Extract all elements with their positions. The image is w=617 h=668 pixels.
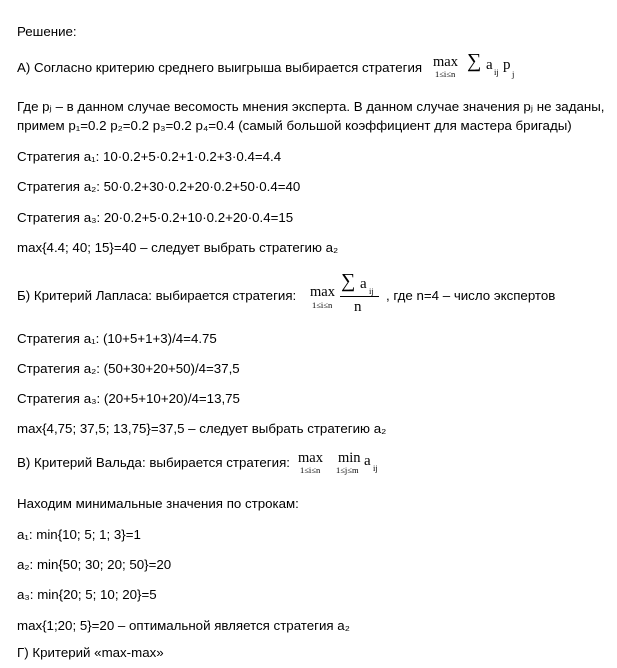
part-b-strategy-3: Стратегия a₃: (20+5+10+20)/4=13,75 (17, 391, 240, 406)
part-a-strategy-2: Стратегия a₂: 50·0.2+30·0.2+20·0.2+50·0.4=40 (17, 179, 301, 194)
part-a-strategy-1: Стратегия a₁: 10·0.2+5·0.2+1·0.2+3·0.4=4.4 (17, 149, 282, 164)
part-d-heading: Г) Критерий «max-max» (17, 645, 164, 660)
part-c-row-1: a₁: min{10; 5; 1; 3}=1 (17, 527, 141, 542)
part-a-result: max{4.4; 40; 15}=40 – следует выбрать стратегию a₂ (17, 240, 339, 255)
part-b-tail: , где n=4 – число экспертов (386, 288, 556, 303)
solution-heading: Решение: (17, 24, 77, 39)
part-b-result: max{4,75; 37,5; 13,75}=37,5 – следует выбрать стратегию a₂ (17, 421, 387, 436)
part-c-intro: В) Критерий Вальда: выбирается стратегия: (17, 455, 290, 470)
part-b-strategy-2: Стратегия a₂: (50+30+20+50)/4=37,5 (17, 361, 240, 376)
part-a-where-line2: примем p₁=0.2 p₂=0.2 p₃=0.2 p₄=0.4 (самый большой коэффициент для мастера бригады) (17, 118, 572, 133)
part-b-strategy-1: Стратегия a₁: (10+5+1+3)/4=4.75 (17, 331, 217, 346)
part-a-strategy-3: Стратегия a₃: 20·0.2+5·0.2+10·0.2+20·0.4=15 (17, 210, 294, 225)
part-c-find: Находим минимальные значения по строкам: (17, 496, 299, 511)
part-a-where-line1: Где pⱼ – в данном случае весомость мнения эксперта. В данном случае значения pⱼ не заданы, (17, 99, 605, 114)
part-b-intro: Б) Критерий Лапласа: выбирается стратегия: (17, 288, 297, 303)
part-c-result: max{1;20; 5}=20 – оптимальной является стратегия a₂ (17, 618, 350, 633)
part-c-row-3: a₃: min{20; 5; 10; 20}=5 (17, 587, 157, 602)
part-a-intro: А) Согласно критерию среднего выигрыша выбирается стратегия (17, 60, 423, 75)
part-c-row-2: a₂: min{50; 30; 20; 50}=20 (17, 557, 172, 572)
